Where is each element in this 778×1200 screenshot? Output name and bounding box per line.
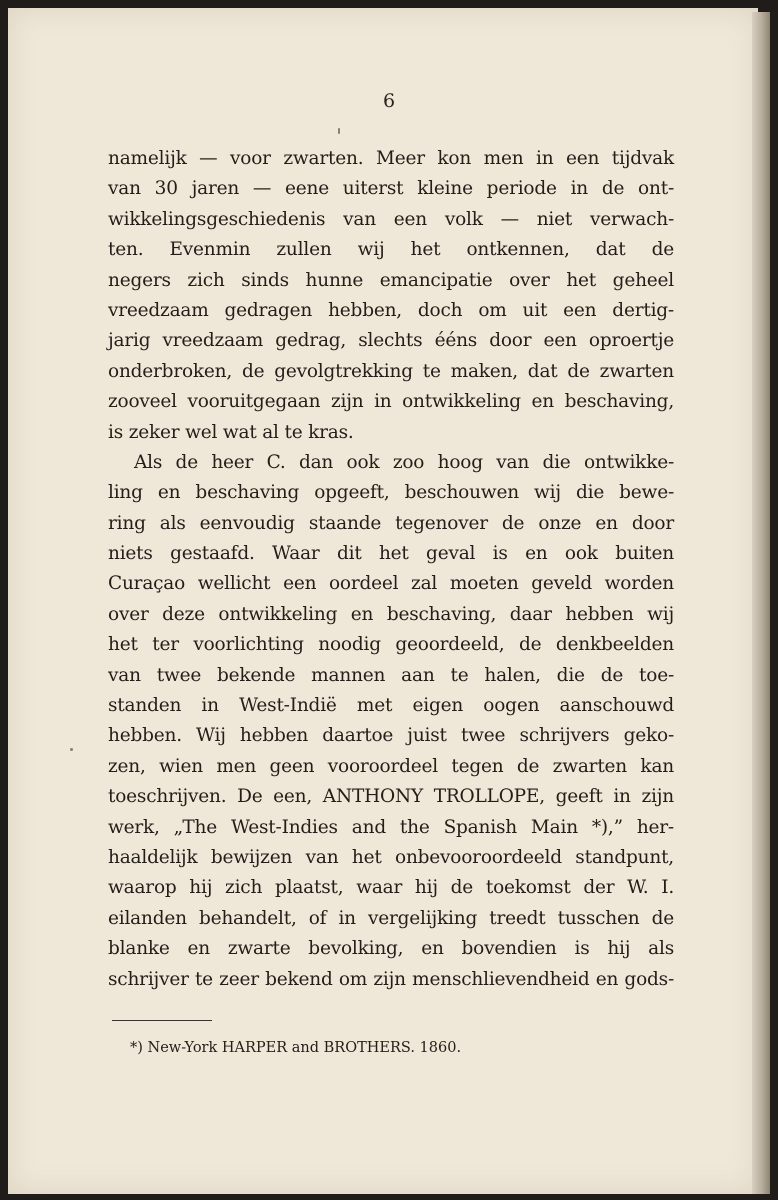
- text-line: over deze ontwikkeling en beschaving, daar hebben wij: [108, 603, 674, 625]
- text-line: het ter voorlichting noodig geoordeeld, de denkbeelden: [108, 634, 674, 656]
- text-line: schrijver te zeer bekend om zijn menschlievendheid en gods-: [108, 968, 674, 990]
- text-line: Als de heer C. dan ook zoo hoog van die ontwikke-: [134, 451, 674, 473]
- text-line: van 30 jaren — eene uiterst kleine periode in de ont-: [108, 178, 674, 200]
- text-line: haaldelijk bewijzen van het onbevooroordeeld standpunt,: [108, 846, 674, 868]
- text-line: wikkelingsgeschiedenis van een volk — niet verwach-: [108, 208, 674, 230]
- text-line: onderbroken, de gevolgtrekking te maken, dat de zwarten: [108, 360, 674, 382]
- text-line: zen, wien men geen vooroordeel tegen de zwarten kan: [108, 755, 674, 777]
- text-line: niets gestaafd. Waar dit het geval is en ook buiten: [108, 543, 674, 565]
- text-line: werk, „The West-Indies and the Spanish Main *),” her-: [108, 816, 674, 838]
- page-edge: [752, 12, 770, 1194]
- text-line: eilanden behandelt, of in vergelijking treedt tusschen de: [108, 907, 674, 929]
- text-line: toeschrijven. De een, ANTHONY TROLLOPE, geeft in zijn: [108, 786, 674, 808]
- body-text: [108, 144, 674, 995]
- footnote: *) New-York HARPER and BROTHERS. 1860.: [130, 1040, 462, 1056]
- text-line: waarop hij zich plaatst, waar hij de toekomst der W. I.: [108, 877, 674, 899]
- paper-speck: [70, 748, 73, 751]
- text-line: Curaçao wellicht een oordeel zal moeten geveld worden: [108, 573, 674, 595]
- text-line: hebben. Wij hebben daartoe juist twee schrijvers geko-: [108, 725, 674, 747]
- text-line: is zeker wel wat al te kras.: [108, 421, 354, 443]
- text-line: namelijk — voor zwarten. Meer kon men in een tijdvak: [108, 148, 674, 169]
- text-line: vreedzaam gedragen hebben, doch om uit een dertig-: [108, 299, 674, 321]
- text-line: negers zich sinds hunne emancipatie over het geheel: [108, 269, 674, 291]
- paper-speck: [338, 128, 340, 134]
- text-line: van twee bekende mannen aan te halen, die de toe-: [108, 664, 674, 686]
- text-line: ten. Evenmin zullen wij het ontkennen, dat de: [108, 239, 674, 261]
- text-line: zooveel vooruitgegaan zijn in ontwikkeling en beschaving,: [108, 391, 674, 413]
- page-number: 6: [382, 90, 396, 112]
- text-line: ling en beschaving opgeeft, beschouwen wij die bewe-: [108, 482, 674, 504]
- text-line: ring als eenvoudig staande tegenover de onze en door: [108, 512, 674, 534]
- footnote-rule: [112, 1020, 212, 1021]
- text-line: standen in West-Indië met eigen oogen aanschouwd: [108, 695, 674, 717]
- text-line: jarig vreedzaam gedrag, slechts ééns door een oproertje: [108, 330, 674, 352]
- text-line: blanke en zwarte bevolking, en bovendien is hij als: [108, 938, 674, 960]
